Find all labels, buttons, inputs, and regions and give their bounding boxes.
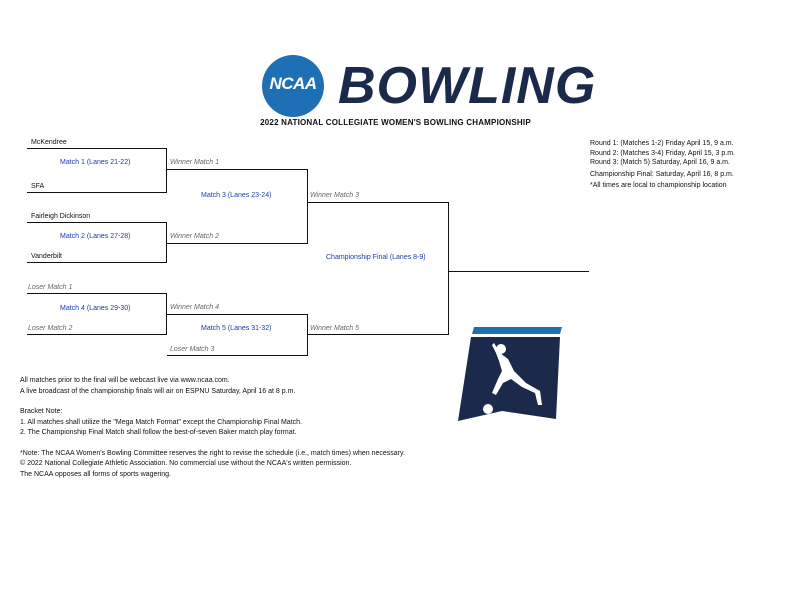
winner-match-3: Winner Match 3 xyxy=(310,192,359,199)
match-2-label: Match 2 (Lanes 27-28) xyxy=(60,233,131,240)
bowler-emblem-icon xyxy=(456,325,564,425)
match-4-label: Match 4 (Lanes 29-30) xyxy=(60,305,131,312)
ncaa-logo-icon xyxy=(262,55,324,117)
match-1-label: Match 1 (Lanes 21-22) xyxy=(60,159,131,166)
schedule-round-2: Round 2: (Matches 3-4) Friday, April 15, 3 p.m. xyxy=(590,150,735,157)
loser-match-2: Loser Match 2 xyxy=(28,325,73,332)
winner-match-1: Winner Match 1 xyxy=(170,159,219,166)
match-3-label: Match 3 (Lanes 23-24) xyxy=(201,192,272,199)
schedule-disclaimer: *Note: The NCAA Women's Bowling Committee reserves the right to revise the schedule (i.e., match times) when necessary. xyxy=(20,450,405,457)
team-vanderbilt: Vanderbilt xyxy=(31,253,63,260)
ncaa-bowling-logo xyxy=(262,55,597,117)
webcast-note: All matches prior to the final will be webcast live via www.ncaa.com. xyxy=(20,377,230,384)
broadcast-note: A live broadcast of the championship finals will air on ESPNU Saturday, April 16 at 8 p.m. xyxy=(20,388,296,395)
winner-match-2: Winner Match 2 xyxy=(170,233,219,240)
team-sfa: SFA xyxy=(31,183,45,190)
sport-wordmark: BOWLING xyxy=(338,57,597,115)
schedule-round-3: Round 3: (Match 5) Saturday, April 16, 9 a.m. xyxy=(590,159,730,166)
match-5-label: Match 5 (Lanes 31-32) xyxy=(201,325,272,332)
schedule-final: Championship Final: Saturday, April 16, 8 p.m. xyxy=(590,171,734,178)
ncaa-logo-text: NCAA xyxy=(269,74,317,93)
team-mckendree: McKendree xyxy=(31,139,67,146)
loser-match-3: Loser Match 3 xyxy=(170,346,215,353)
bracket-note-heading: Bracket Note: xyxy=(20,408,63,415)
team-fairleigh-dickinson: Fairleigh Dickinson xyxy=(31,213,91,220)
championship-final-label: Championship Final (Lanes 8-9) xyxy=(326,254,426,261)
bracket-note-2: 2. The Championship Final Match shall follow the best-of-seven Baker match play format. xyxy=(20,429,297,436)
copyright-notice: © 2022 National Collegiate Athletic Association. No commercial use without the NCAA's written permission. xyxy=(20,460,352,467)
winner-match-4: Winner Match 4 xyxy=(170,304,219,311)
loser-match-1: Loser Match 1 xyxy=(28,284,73,291)
bracket-note-1: 1. All matches shall utilize the "Mega Match Format" except the Championship Final Match. xyxy=(20,419,302,426)
schedule-round-1: Round 1: (Matches 1-2) Friday April 15, 9 a.m. xyxy=(590,140,734,147)
page-title: 2022 NATIONAL COLLEGIATE WOMEN'S BOWLING CHAMPIONSHIP xyxy=(260,118,531,127)
wagering-notice: The NCAA opposes all forms of sports wagering. xyxy=(20,471,171,478)
schedule-timezone-note: *All times are local to championship location xyxy=(590,182,727,189)
winner-match-5: Winner Match 5 xyxy=(310,325,359,332)
